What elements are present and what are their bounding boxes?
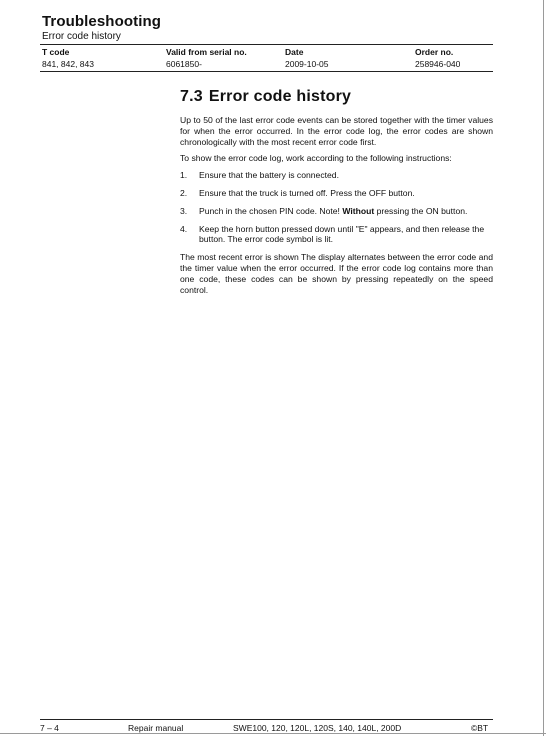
closing-paragraph: The most recent error is shown The display alternates between the error code and the timer value when the error occurred. If the error code log contains more than one code, these codes can be shown by pressing repeatedly on the speed control. [180, 252, 493, 295]
page-border-right [543, 0, 544, 736]
step-text: Keep the horn button pressed down until "E" appears, and then release the button. The error code symbol is lit. [199, 223, 485, 245]
page-title: Troubleshooting [42, 13, 161, 30]
step-number: 3. [180, 205, 188, 216]
order-value: 258946-040 [415, 59, 461, 69]
footer-page-number: 7 – 4 [40, 723, 59, 733]
order-label: Order no. [415, 47, 454, 57]
tcode-label: T code [42, 47, 70, 57]
step-number: 1. [180, 170, 188, 181]
footer-copyright: ©BT [471, 723, 489, 733]
serial-value: 6061850- [166, 59, 202, 69]
step-text: Ensure that the battery is connected. [199, 170, 339, 181]
page-border-bottom [0, 733, 546, 734]
page-subtitle: Error code history [42, 31, 121, 42]
section-title: Error code history [208, 88, 352, 105]
step-text-start: Punch in the chosen PIN code. Note! [199, 205, 343, 216]
serial-label: Valid from serial no. [166, 47, 247, 57]
footer-models: SWE100, 120, 120L, 120S, 140, 140L, 200D [233, 723, 402, 733]
date-label: Date [285, 47, 304, 57]
step-number: 4. [180, 223, 188, 234]
section-content [180, 88, 493, 301]
step-text [199, 206, 467, 216]
date-value: 2009-10-05 [285, 59, 329, 69]
instruction-steps [180, 170, 493, 245]
section-number: 7.3 [180, 88, 203, 105]
list-item [180, 224, 493, 246]
tcode-value: 841, 842, 843 [42, 59, 94, 69]
step-number: 2. [180, 187, 188, 198]
header-rule-top [40, 44, 493, 45]
instructions-lead: To show the error code log, work according to the following instructions: [180, 153, 452, 164]
intro-paragraph: Up to 50 of the last error code events can be stored together with the timer values for when the error occurred. In the error code log, the error codes are shown chronologically with the most recent error code first. [180, 115, 493, 147]
step-text-end: pressing the ON button. [374, 205, 468, 216]
list-item [180, 188, 493, 199]
footer-doc-type: Repair manual [128, 723, 184, 733]
step-text-emphasis: Without [342, 205, 375, 216]
list-item [180, 206, 493, 217]
footer-rule [40, 719, 493, 720]
list-item [180, 170, 493, 181]
header-rule-bottom [40, 71, 493, 72]
section-heading [180, 88, 493, 106]
step-text: Ensure that the truck is turned off. Press the OFF button. [199, 187, 415, 198]
